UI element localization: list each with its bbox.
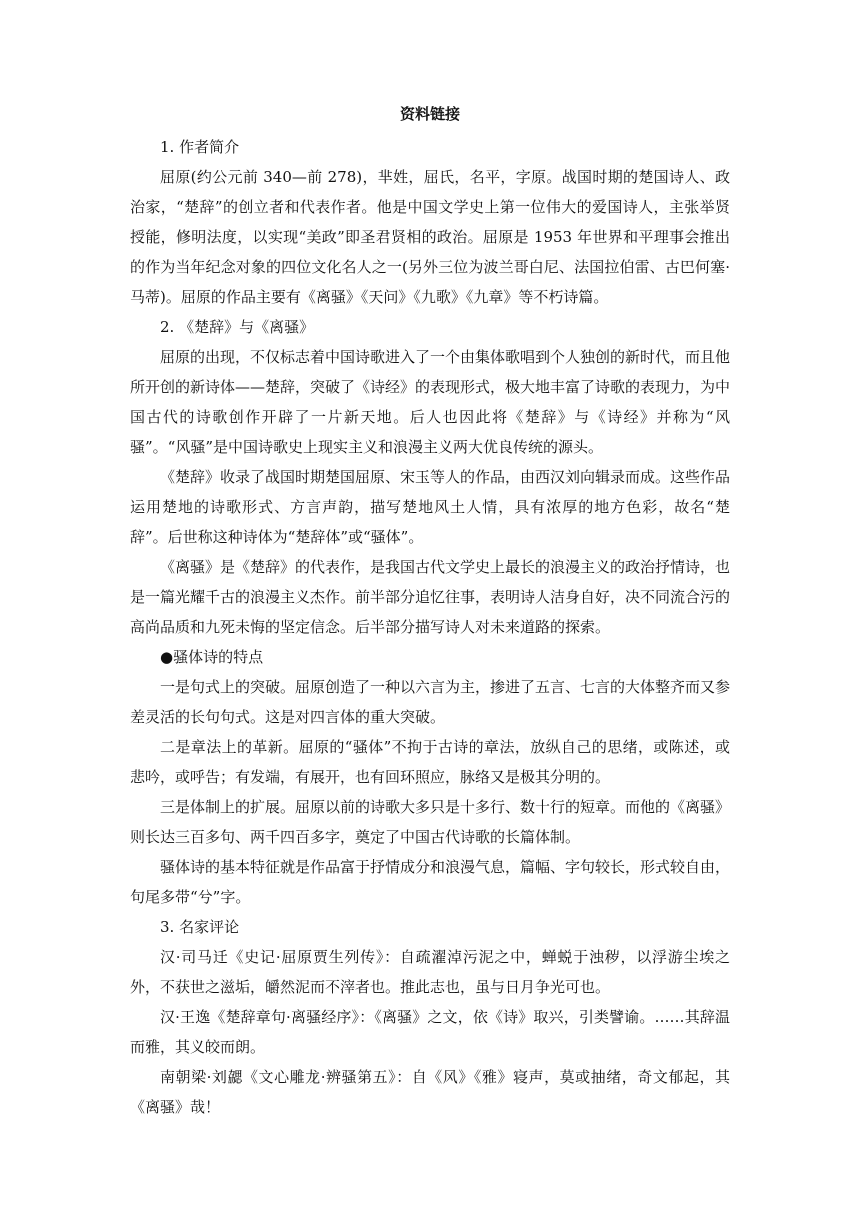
section-author: [130, 132, 730, 312]
section-heading-author: 1. 作者简介: [160, 138, 240, 156]
paragraph-chuci-2: 《楚辞》收录了战国时期楚国屈原、宋玉等人的作品，由西汉刘向辑录而成。这些作品运用楚地的诗歌形式、方言声韵，描写楚地风土人情，具有浓厚的地方色彩，故名“楚辞”。后世称这种诗体为“楚辞体”或“骚体”。: [130, 468, 731, 546]
section-heading-saoti: ●骚体诗的特点: [160, 648, 264, 666]
paragraph-saoti-3: 三是体制上的扩展。屈原以前的诗歌大多只是十多行、数十行的短章。而他的《离骚》则长达三百多句、两千四百多字，奠定了中国古代诗歌的长篇体制。: [130, 798, 731, 846]
paragraph-saoti-1: 一是句式上的突破。屈原创造了一种以六言为主，掺进了五言、七言的大体整齐而又参差灵活的长句句式。这是对四言体的重大突破。: [130, 678, 731, 726]
paragraph-chuci-3: 《离骚》是《楚辞》的代表作，是我国古代文学史上最长的浪漫主义的政治抒情诗，也是一篇光耀千古的浪漫主义杰作。前半部分追忆往事，表明诗人洁身自好，决不同流合污的高尚品质和九死未悔的坚定信念。后半部分描写诗人对未来道路的探索。: [130, 558, 731, 636]
document-page: [130, 96, 730, 1122]
section-chuci: [130, 312, 730, 642]
document-title: 资料链接: [399, 105, 460, 123]
paragraph-chuci-1: 屈原的出现，不仅标志着中国诗歌进入了一个由集体歌唱到个人独创的新时代，而且他所开创的新诗体——楚辞，突破了《诗经》的表现形式，极大地丰富了诗歌的表现力，为中国古代的诗歌创作开辟了一片新天地。后人也因此将《楚辞》与《诗经》并称为“风骚”。“风骚”是中国诗歌史上现实主义和浪漫主义两大优良传统的源头。: [130, 348, 731, 456]
paragraph-saoti-2: 二是章法上的革新。屈原的“骚体”不拘于古诗的章法，放纵自己的思绪，或陈述，或悲吟，或呼告；有发端，有展开，也有回环照应，脉络又是极其分明的。: [130, 738, 730, 786]
paragraph-comment-simaqian: 汉·司马迁《史记·屈原贾生列传》：自疏濯淖污泥之中，蝉蜕于浊秽，以浮游尘埃之外，不获世之滋垢，皭然泥而不滓者也。推此志也，虽与日月争光可也。: [130, 948, 730, 996]
paragraph-comment-liuxie: 南朝梁·刘勰《文心雕龙·辨骚第五》：自《风》《雅》寝声，莫或抽绪，奇文郁起，其《离骚》哉！: [130, 1068, 730, 1116]
section-comments: [130, 912, 730, 1122]
section-heading-comments: 3. 名家评论: [160, 918, 240, 936]
paragraph-comment-wangyi: 汉·王逸《楚辞章句·离骚经序》：《离骚》之文，依《诗》取兴，引类譬谕。……其辞温而雅，其义皎而朗。: [130, 1008, 730, 1056]
paragraph-author-bio: 屈原(约公元前 340—前 278)，芈姓，屈氏，名平，字原。战国时期的楚国诗人、政治家，“楚辞”的创立者和代表作者。他是中国文学史上第一位伟大的爱国诗人，主张举贤授能，修明法度，以实现“美政”即圣君贤相的政治。屈原是 1953 年世界和平理事会推出的作为当年纪念对象的四位文化名人之一(另外三位为波兰哥白尼、法国拉伯雷、古巴何塞·马蒂)。屈原的作品主要有《离骚》《天问》《九歌》《九章》等不朽诗篇。: [130, 168, 730, 306]
section-heading-chuci: 2. 《楚辞》与《离骚》: [160, 318, 315, 336]
section-saoti: [130, 642, 730, 912]
paragraph-saoti-4: 骚体诗的基本特征就是作品富于抒情成分和浪漫气息，篇幅、字句较长，形式较自由，句尾多带“兮”字。: [130, 858, 731, 906]
